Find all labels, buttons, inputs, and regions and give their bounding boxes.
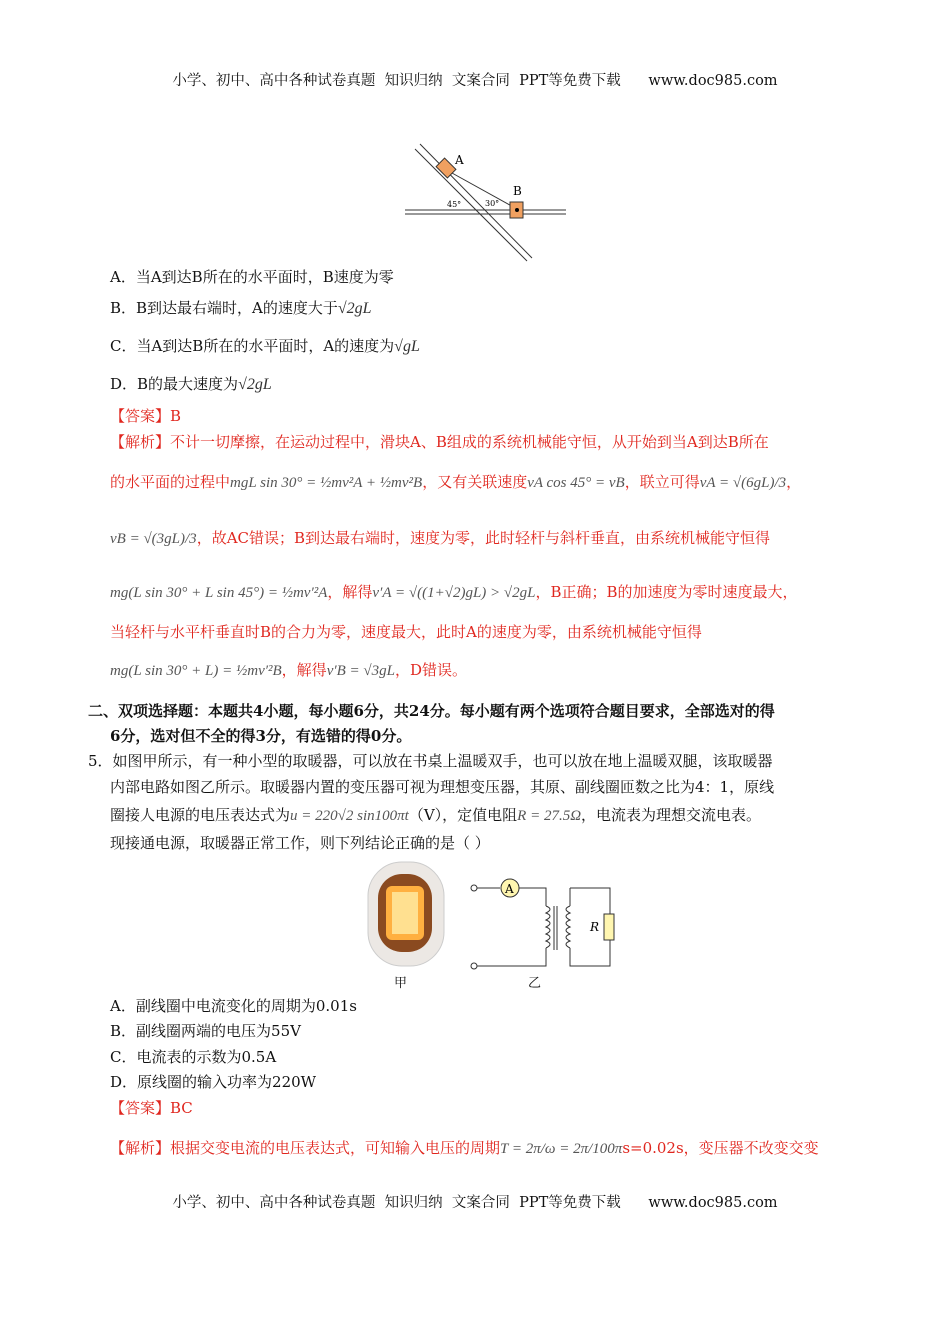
text: 【解析】根据交变电流的电压表达式，可知输入电压的周期 [110, 1139, 501, 1157]
formula: R = 27.5Ω [517, 808, 582, 824]
q4-option-a [110, 267, 394, 287]
option-math: √2gL [238, 376, 272, 393]
text: ，电流表为理想交流电表。 [581, 806, 762, 824]
formula: vA cos 45° = vB [527, 475, 625, 491]
q4-analysis-line [110, 528, 770, 549]
q4-figure [400, 140, 570, 262]
text: ，联立可得 [624, 473, 700, 491]
formula: v′B = √3gL [326, 663, 395, 679]
formula: vB = √(3gL)/3 [110, 531, 197, 547]
q4-answer: 【答案】B [110, 407, 182, 425]
formula: T = 2π/ω = 2π/100π [500, 1141, 623, 1157]
caption-jia: 甲 [394, 976, 408, 991]
text: ，B正确；B的加速度为零时速度最大， [535, 583, 798, 601]
option-text: B．B到达最右端时，A的速度大于 [110, 299, 338, 317]
q4-analysis-line: 当轻杆与水平杆垂直时B的合力为零，速度最大，此时A的速度为零，由系统机械能守恒得 [110, 623, 702, 641]
option-text: A．当A到达B所在的水平面时，B速度为零 [110, 268, 394, 286]
angle-45: 45° [447, 200, 462, 209]
formula: mgL sin 30° = ½mv²A + ½mv²B [230, 475, 423, 491]
formula: mg(L sin 30° + L sin 45°) = ½mv′²A [110, 585, 328, 601]
text: （V），定值电阻 [408, 806, 518, 824]
option-text: C．当A到达B所在的水平面时，A的速度为 [110, 337, 395, 355]
label-a: A [455, 153, 464, 167]
q5-answer: 【答案】BC [110, 1099, 193, 1117]
q5-option-c: C．电流表的示数为0.5A [110, 1048, 277, 1066]
text: ，解得 [281, 661, 327, 679]
q4-analysis-line [110, 660, 467, 681]
angle-30: 30° [485, 199, 500, 208]
text: ，解得 [327, 583, 373, 601]
text: 的水平面的过程中 [110, 473, 231, 491]
ammeter-label: A [505, 882, 514, 896]
formula: vA = √(6gL)/3 [699, 475, 787, 491]
q4-analysis-line [110, 582, 798, 603]
label-b: B [513, 184, 522, 198]
q4-option-b [110, 298, 372, 319]
q5-stem [110, 805, 761, 826]
formula: u = 220√2 sin100πt [290, 808, 409, 824]
formula: v′A = √((1+√2)gL) > √2gL [372, 585, 536, 601]
q5-option-a: A．副线圈中电流变化的周期为0.01s [110, 997, 357, 1015]
q5-analysis-line [110, 1138, 819, 1159]
formula: mg(L sin 30° + L) = ½mv′²B [110, 663, 282, 679]
option-text: D．B的最大速度为 [110, 375, 239, 393]
caption-yi: 乙 [528, 976, 542, 991]
q5-stem: 现接通电源，取暖器正常工作，则下列结论正确的是（ ） [110, 834, 490, 852]
q5-stem: 内部电路如图乙所示。取暖器内置的变压器可视为理想变压器，其原、副线圈匝数之比为4：1，原线 [110, 778, 775, 796]
option-math: √2gL [337, 300, 372, 317]
text: ，故AC错误；B到达最右端时，速度为零，此时轻杆与斜杆垂直，由系统机械能守恒得 [196, 529, 771, 547]
option-math: √gL [394, 338, 420, 355]
page-header: 小学、初中、高中各种试卷真题 知识归纳 文案合同 PPT等免费下载 www.doc985.com [172, 73, 778, 89]
q4-analysis-line: 【解析】不计一切摩擦，在运动过程中，滑块A、B组成的系统机械能守恒，从开始到当A到达B所在 [110, 433, 769, 451]
q5-stem: 5．如图甲所示，有一种小型的取暖器，可以放在书桌上温暖双手，也可以放在地上温暖双腿，该取暖器 [88, 752, 773, 770]
q4-analysis-line [110, 472, 801, 493]
q5-option-b: B．副线圈两端的电压为55V [110, 1022, 301, 1040]
q4-option-d [110, 374, 272, 395]
section-heading: 6分，选对但不全的得3分，有选错的得0分。 [110, 727, 412, 745]
text: ，又有关联速度 [422, 473, 528, 491]
text: 圈接人电源的电压表达式为 [110, 806, 291, 824]
circuit-diagram [468, 876, 618, 971]
text: ，D错误。 [395, 661, 468, 679]
resistor-label: R [590, 920, 600, 934]
page-footer: 小学、初中、高中各种试卷真题 知识归纳 文案合同 PPT等免费下载 www.doc985.com [172, 1195, 778, 1211]
heater-image [362, 860, 448, 972]
section-heading: 二、双项选择题：本题共4小题，每小题6分，共24分。每小题有两个选项符合题目要求，全部选对的得 [88, 702, 775, 720]
text: s=0.02s，变压器不改变交变 [622, 1139, 819, 1157]
q5-option-d: D．原线圈的输入功率为220W [110, 1073, 317, 1091]
q4-option-c [110, 336, 420, 357]
text: ， [786, 473, 802, 491]
